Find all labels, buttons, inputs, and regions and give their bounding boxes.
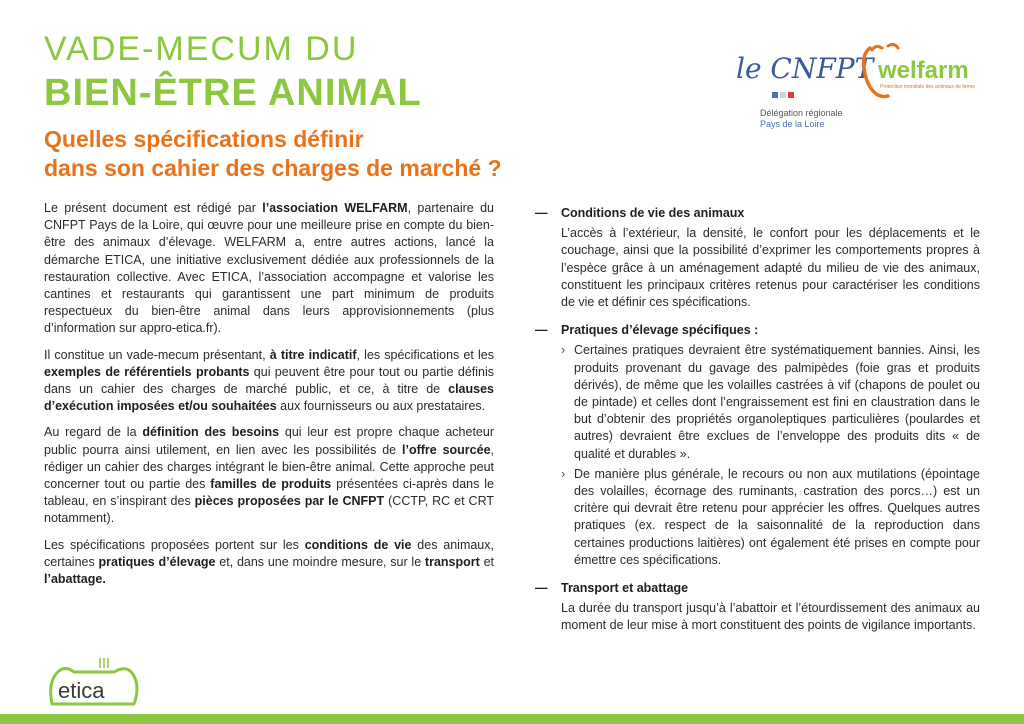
list-item	[535, 466, 980, 569]
paragraph-intro: Le présent document est rédigé par l’association WELFARM, partenaire du CNFPT Pays de la Loire, qui œuvre pour une meilleure prise en compte du bien-être des animaux d’élevage. WELFARM a, entre autres actions, lancé la démarche ETICA, une initiative exclusivement dédiée aux professionnels de la restauration collective. Avec ETICA, l’association accompagne et valorise les cantines et restaurants qui garantissent une part minimum de produits respectueux du bien-être animal dans leurs approvisionnements (plus d’information sur appro-etica.fr).	[44, 201, 495, 336]
title-line-2: BIEN-ÊTRE ANIMAL	[44, 72, 422, 114]
paragraph-specifications: Les spécifications proposées portent sur les conditions de vie des animaux, certaines pratiques d’élevage et, dans une moindre mesure, sur le transport et l’abattage.	[44, 537, 494, 587]
cnfpt-square-grey	[780, 92, 786, 98]
welfarm-logo	[858, 40, 988, 102]
subtitle-line-1: Quelles spécifications définir	[44, 126, 364, 152]
section-body: La durée du transport jusqu’à l’abattoir et l’étourdissement des animaux au moment de leur mise à mort constituent des points de vigilance importants.	[561, 601, 980, 633]
etica-logo	[44, 654, 144, 710]
left-column	[44, 200, 494, 597]
paragraph-besoins: Au regard de la définition des besoins qui leur est propre chaque acheteur public pourra ainsi utilement, en lien avec les possibilités de l’offre sourcée, rédiger un cahier des charges intégrant le bien-être animal. Cette approche peut concerner tout ou partie des familles de produits présentées ci-après dans le tableau, en s’inspirant des pièces proposées par le CNFPT (CCTP, RC et CRT notamment).	[44, 425, 495, 526]
chevron-right-icon: ›	[561, 343, 566, 358]
dash-icon: —	[535, 206, 548, 220]
subtitle-line-2: dans son cahier des charges de marché ?	[44, 155, 502, 181]
etica-logo-text: etica	[58, 678, 105, 703]
cnfpt-caption-line-2: Pays de la Loire	[760, 119, 825, 129]
welfarm-tagline: Protection mondiale des animaux de ferme	[880, 84, 976, 90]
right-column	[535, 205, 980, 646]
section-pratiques-elevage	[535, 322, 980, 569]
fork-icon	[100, 658, 108, 668]
list-item-text: Certaines pratiques devraient être systématiquement bannies. Ainsi, les produits provenant du gavage des palmipèdes (foie gras et produits dérivés), de même que les volailles castrées à vif (chapons de poulet ou de pintade) et celles dont l’engraissement est fini en claustration dans le but d’obtenir des propriétés organoleptiques particulières (poulardes et autres) devraient être exclues de l’enveloppe des produits dits « de qualité et durables ».	[574, 343, 980, 461]
welfarm-logo-text: welfarm	[878, 57, 969, 84]
dash-icon: —	[535, 581, 548, 596]
chevron-right-icon: ›	[561, 466, 566, 481]
cnfpt-square-red	[788, 92, 794, 98]
cnfpt-caption-line-1: Délégation régionale	[760, 108, 843, 118]
cnfpt-logo-text: le CNFPT	[736, 52, 874, 85]
section-transport-abattage	[535, 580, 980, 635]
section-title: Conditions de vie des animaux	[561, 206, 745, 220]
section-conditions-de-vie	[535, 205, 980, 311]
section-title: Pratiques d’élevage spécifiques :	[561, 323, 759, 338]
section-body: L’accès à l’extérieur, la densité, le confort pour les déplacements et le couchage, ainsi que la possibilité d’exprimer les comportements propres à l’espèce grâce à un aménagement adapté du milieu de vie des animaux, constituent les principaux critères retenus pour caractériser les conditions de vie et définir ces spécifications.	[561, 226, 980, 310]
title-line-1: VADE-MECUM DU	[44, 30, 359, 68]
paragraph-vade-mecum: Il constitue un vade-mecum présentant, à titre indicatif, les spécifications et les exemples de référentiels probants qui peuvent être pour tout ou partie définis dans un cahier des charges de marché public, et ce, à titre de clauses d’exécution imposées et/ou souhaitées aux fournisseurs ou aux prestataires.	[44, 347, 494, 414]
welfarm-cow-ears-icon	[872, 44, 898, 50]
subtitle	[44, 125, 644, 183]
section-title: Transport et abattage	[561, 581, 689, 596]
footer-bar	[0, 714, 1024, 724]
cnfpt-caption	[760, 108, 843, 130]
dash-icon: —	[535, 323, 548, 338]
list-item	[535, 342, 980, 462]
list-item-text: De manière plus générale, le recours ou non aux mutilations (épointage des volailles, écornage des ruminants, castration des porcs…) est un critère qui devrait être retenu pour apprécier les offres. Quelques autres pratiques (ex. respect de la saisonnalité de la reproduction dans certaines productions laitières) ont également été prises en compte pour émettre ces spécifications.	[574, 466, 980, 567]
cnfpt-square-blue	[772, 92, 778, 98]
